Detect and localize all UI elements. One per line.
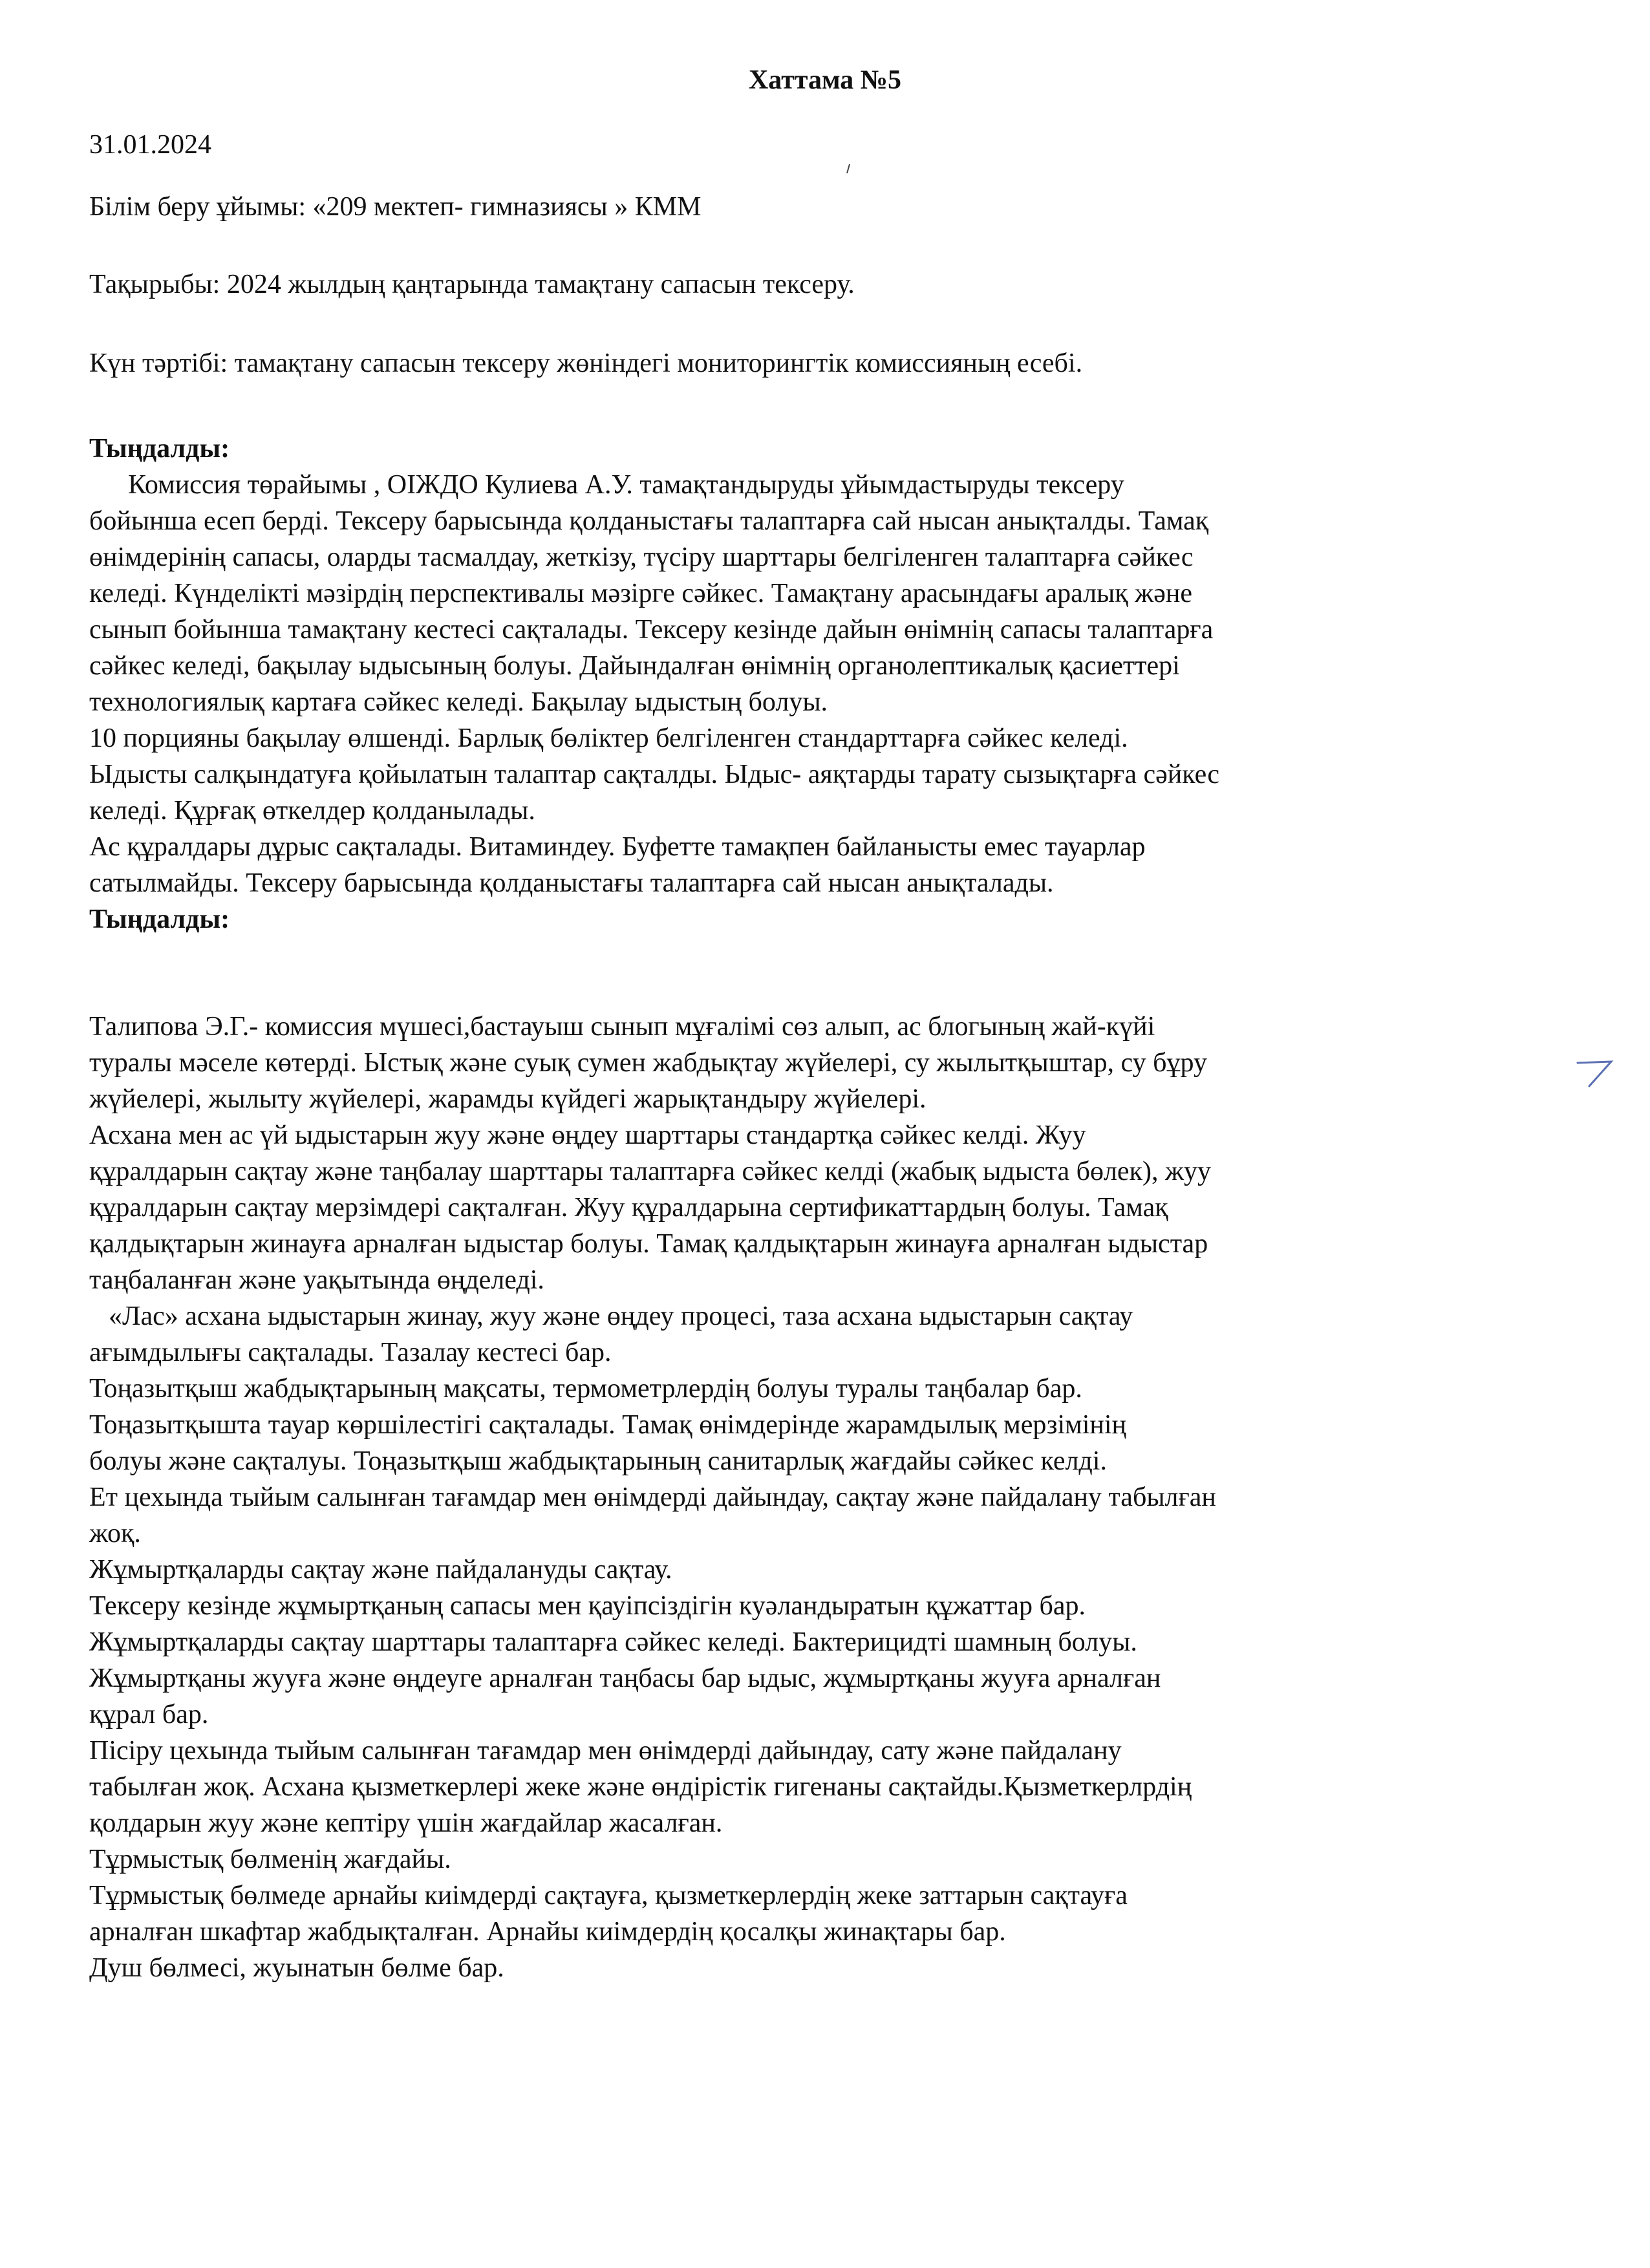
section-2-line: қолдарын жуу және кептіру үшін жағдайлар жасалған. <box>89 1808 723 1838</box>
section-2-line: Жұмыртқаларды сақтау шарттары талаптарға сәйкес келеді. Бактерицидті шамның болуы. <box>89 1627 1137 1657</box>
agenda-line: Күн тәртібі: тамақтану сапасын тексеру жөніндегі мониторингтік комиссияның есебі. <box>89 348 1083 378</box>
section-2-line: «Лас» асхана ыдыстарын жинау, жуу және өңдеу процесі, таза асхана ыдыстарын сақтау <box>109 1301 1133 1331</box>
section-1-line: бойынша есеп берді. Тексеру барысында қолданыстағы талаптарға сай нысан анықталды. Тамақ <box>89 506 1209 536</box>
section-2-line: Тұрмыстық бөлменің жағдайы. <box>89 1845 451 1874</box>
section-2-line: табылған жоқ. Асхана қызметкерлері жеке және өндірістік гигенаны сақтайды.Қызметкерлрдің <box>89 1772 1192 1802</box>
section-2-line: ағымдылығы сақталады. Тазалау кестесі бар. <box>89 1338 612 1367</box>
section-2-line: Душ бөлмесі, жуынатын бөлме бар. <box>89 1953 504 1983</box>
section-2-line: Ет цехында тыйым салынған тағамдар мен өнімдерді дайындау, сақтау және пайдалану табылған <box>89 1482 1216 1512</box>
section-1-line: сатылмайды. Тексеру барысында қолданыстағы талаптарға сай нысан анықталады. <box>89 868 1054 898</box>
section-2-line: жоқ. <box>89 1519 141 1548</box>
section-1-line: Комиссия төрайымы , ОІЖДО Кулиева А.У. тамақтандыруды ұйымдастыруды тексеру <box>128 470 1124 500</box>
section-2-line: болуы және сақталуы. Тоңазытқыш жабдықтарының санитарлық жағдайы сәйкес келді. <box>89 1446 1107 1476</box>
section-2-line: Тексеру кезінде жұмыртқаның сапасы мен қауіпсіздігін куәландыратын құжаттар бар. <box>89 1591 1086 1621</box>
section-2-line: қалдықтарын жинауға арналған ыдыстар болуы. Тамақ қалдықтарын жинауға арналған ыдыстар <box>89 1229 1208 1259</box>
section-2-line: Пісіру цехында тыйым салынған тағамдар мен өнімдерді дайындау, сату және пайдалану <box>89 1736 1122 1766</box>
organization-line: Білім беру ұйымы: «209 мектеп- гимназиясы » КММ <box>89 192 702 222</box>
section-2-line: Тұрмыстық бөлмеде арнайы киімдерді сақтауға, қызметкерлердің жеке заттарын сақтауға <box>89 1881 1128 1910</box>
section-2-line: жүйелері, жылыту жүйелері, жарамды күйдегі жарықтандыру жүйелері. <box>89 1084 927 1114</box>
section-2-line: таңбаланған және уақытында өңделеді. <box>89 1265 544 1295</box>
section-2-line: Тоңазытқыш жабдықтарының мақсаты, термометрлердің болуы туралы таңбалар бар. <box>89 1374 1082 1404</box>
section-2-line: құралдарын сақтау және таңбалау шарттары талаптарға сәйкес келді (жабық ыдыста бөлек), жуу <box>89 1157 1211 1186</box>
section-2-line: Жұмыртқаны жууға және өңдеуге арналған таңбасы бар ыдыс, жұмыртқаны жууға арналған <box>89 1664 1161 1693</box>
section-2-line: құралдарын сақтау мерзімдері сақталған. Жуу құралдарына сертификаттардың болуы. Тамақ <box>89 1193 1168 1223</box>
section-2-line: Тоңазытқышта тауар көршілестігі сақталады. Тамақ өнімдерінде жарамдылық мерзімінің <box>89 1410 1126 1440</box>
section-1-line: келеді. Күнделікті мәзірдің перспективалы мәзірге сәйкес. Тамақтану арасындағы аралық және <box>89 579 1192 608</box>
section-1 <box>89 431 1499 937</box>
section-1-heading: Тыңдалды: <box>89 434 230 464</box>
section-1-line: 10 порцияны бақылау өлшенді. Барлық бөліктер белгіленген стандарттарға сәйкес келеді. <box>89 723 1128 753</box>
section-2-heading: Тыңдалды: <box>89 904 230 934</box>
section-2-line: Жұмыртқаларды сақтау және пайдалануды сақтау. <box>89 1555 672 1585</box>
section-2-line: Талипова Э.Г.- комиссия мүшесі,бастауыш сынып мұғалімі сөз алып, ас блогының жай-күйі <box>89 1012 1155 1042</box>
section-2 <box>89 1009 1499 1986</box>
document-date: 31.01.2024 <box>89 130 211 160</box>
section-1-line: сынып бойынша тамақтану кестесі сақталады. Тексеру кезінде дайын өнімнің сапасы талаптарға <box>89 615 1214 645</box>
document-title: Хаттама №5 <box>748 65 902 95</box>
section-1-line: өнімдерінің сапасы, оларды тасмалдау, жеткізу, түсіру шарттары белгіленген талаптарға сәйкес <box>89 542 1194 572</box>
section-2-line: құрал бар. <box>89 1700 209 1729</box>
topic-line: Тақырыбы: 2024 жылдың қаңтарында тамақтану сапасын тексеру. <box>89 270 855 299</box>
section-1-line: Ыдысты салқындатуға қойылатын талаптар сақталды. Ыдыс- аяқтарды тарату сызықтарға сәйкес <box>89 760 1219 789</box>
section-1-line: келеді. Құрғақ өткелдер қолданылады. <box>89 796 535 826</box>
section-2-line: Асхана мен ас үй ыдыстарын жуу және өңдеу шарттары стандартқа сәйкес келді. Жуу <box>89 1120 1086 1150</box>
pen-mark <box>1575 1058 1620 1090</box>
section-1-line: сәйкес келеді, бақылау ыдысының болуы. Дайындалған өнімнің органолептикалық қасиеттері <box>89 651 1180 681</box>
section-1-line: Ас құралдары дұрыс сақталады. Витаминдеу. Буфетте тамақпен байланысты емес тауарлар <box>89 832 1146 862</box>
scan-speck <box>841 162 853 187</box>
section-1-line: технологиялық картаға сәйкес келеді. Бақылау ыдыстың болуы. <box>89 687 828 717</box>
section-2-line: туралы мәселе көтерді. Ыстық және суық сумен жабдықтау жүйелері, су жылытқыштар, су бұру <box>89 1048 1207 1078</box>
section-2-line: арналған шкафтар жабдықталған. Арнайы киімдердің қосалқы жинақтары бар. <box>89 1917 1006 1947</box>
